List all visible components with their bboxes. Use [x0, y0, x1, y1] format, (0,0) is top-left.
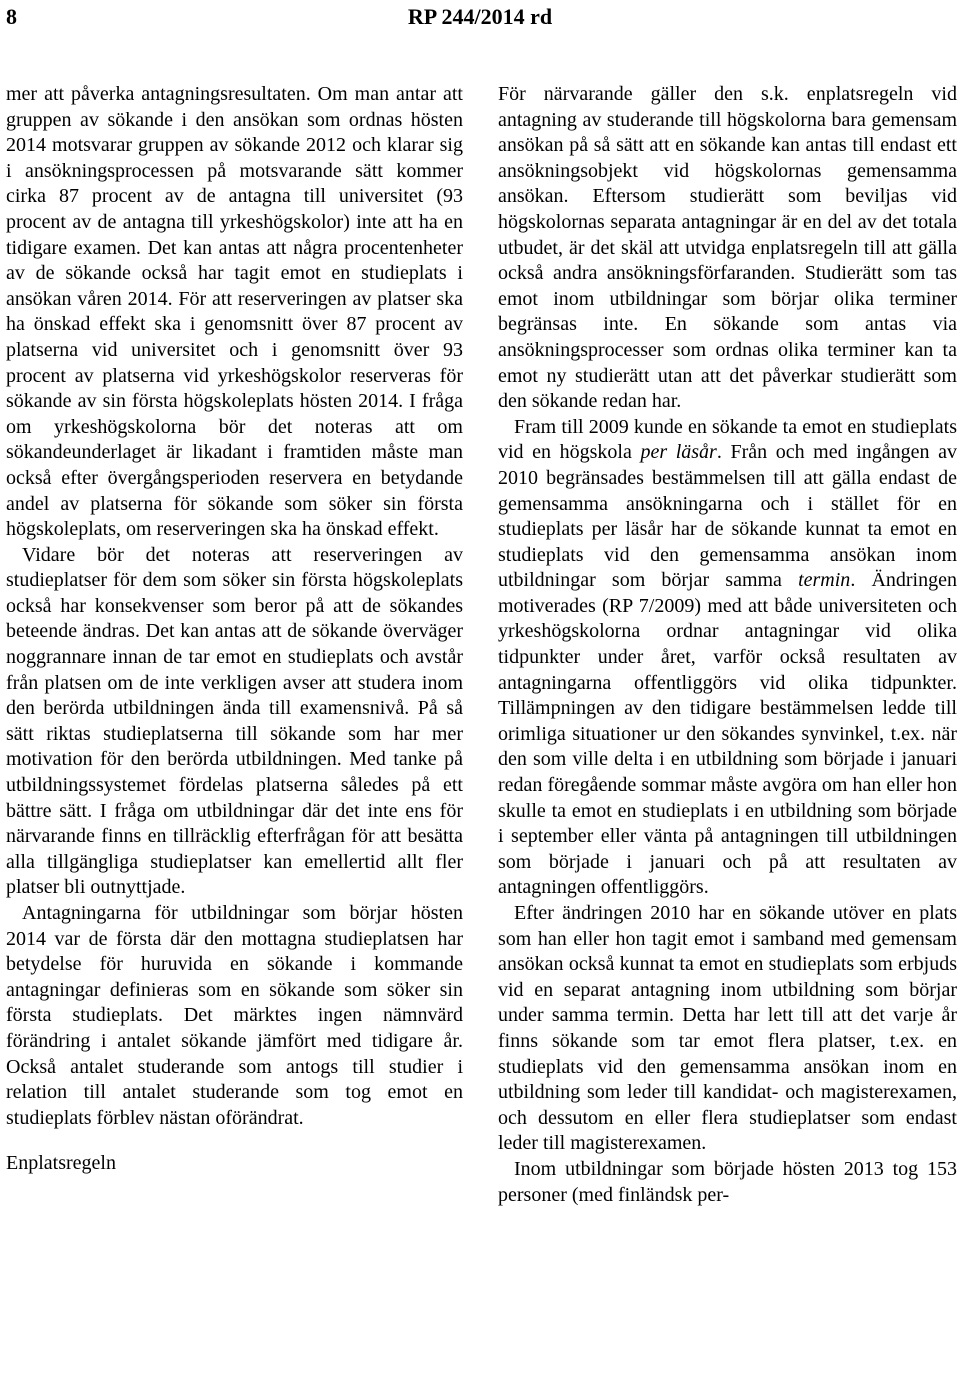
paragraph: Efter ändringen 2010 har en sökande utöver en plats som han eller hon tagit emot i samband med gemensam ansökan också kunnat ta emot en studieplats som erbjuds vid en separat antagning inom utbildning som börjar under samma termin. Detta har lett till att det varje år finns sökande som tar emot flera platser, t.ex. en studieplats vid den gemensamma ansökan inom en utbildning som leder till kandidat- och magisterexamen, och dessutom en eller flera studieplatser som endast leder till magisterexamen.	[498, 902, 957, 1155]
text-run: . Från och med ingången av 2010 begränsades bestämmelsen till att gälla endast de gemensamma ansökningarna och i stället för en studieplats per läsår har de sökande kunnat ta emot en studieplats vid den gemensamma ansökan inom utbildningar som börjar samma	[498, 441, 957, 592]
paragraph: För närvarande gäller den s.k. enplatsregeln vid antagning av studerande till högskolorna bara gemensam ansökan på så sätt att en sökande kan antas till endast ett ansökningsobjekt vid högskolornas gemensamma ansökan. Eftersom studierätt som beviljas vid högskolornas separata antagningar är en del av det totala utbudet, är det skäl att utvidga enplatsregeln till att gälla också andra ansökningsförfaranden. Studierätt som tas emot inom utbildningar som börjar olika terminer begränsas inte. En sökande som antas via ansökningsprocesser som ordnas olika terminer kan ta emot ny studierätt utan att det påverkar studierätt som den sökande redan har.	[498, 83, 957, 413]
page-number: 8	[6, 4, 17, 29]
emphasis: termin	[798, 569, 851, 592]
text-run: . Ändringen motiverades (RP 7/2009) med att både universiteten och yrkeshögskolorna ordnar antagningar vid olika tidpunkter under året, varför också resultaten av antagningarna offentliggörs vid olika tidpunkter. Tillämpningen av den tidigare bestämmelsen ledde till orimliga situationer ur den sökandes synvinkel, t.ex. när den som ville delta i en utbildning som började i januari redan föregående sommar måste avgöra om han eller hon skulle ta emot en studieplats i en utbildning som började i september eller vänta på antagningen till utbildningen som började i januari och på att resultaten av antagningen offentliggörs.	[498, 569, 957, 899]
paragraph	[498, 415, 957, 901]
right-column	[498, 82, 957, 1208]
left-column	[6, 82, 463, 1177]
paragraph: Inom utbildningar som började hösten 2013 tog 153 personer (med finländsk per-	[498, 1157, 957, 1206]
text-run: Fram till 2009 kunde en sökande ta emot en studieplats vid en högskola	[498, 415, 957, 464]
section-heading: Enplatsregeln	[6, 1152, 116, 1175]
emphasis: per läsår	[640, 441, 717, 464]
document-reference: RP 244/2014 rd	[407, 4, 553, 29]
paragraph: Antagningarna för utbildningar som börjar hösten 2014 var de första där den mottagna studieplatsen har betydelse för huruvida en sökande i kommande antagningar definieras som en sökande som söker sin första studieplats. Det märktes ingen nämnvärd förändring i antalet sökande jämfört med tidigare år. Också antalet studerande som antogs till studier i relation till antalet studerande som tog emot en studieplats förblev nästan oförändrat.	[6, 902, 463, 1129]
paragraph: mer att påverka antagningsresultaten. Om man antar att gruppen av sökande i den ansökan som ordnas hösten 2014 motsvarar gruppen av sökande 2012 och klarar sig i ansökningsprocessen på motsvarande sätt kommer cirka 87 procent av de antagna till universitet (93 procent av de antagna till yrkeshögskolor) inte att ha en tidigare examen. Det kan antas att några procentenheter av de sökande också har tagit emot en studieplats i ansökan våren 2014. För att reserveringen av platser ska ha önskad effekt ska i genomsnitt över 87 procent av platserna vid universitet och i genomsnitt över 93 procent av platserna vid yrkeshögskolor reserveras för sökande av sin första högskoleplats hösten 2014. I fråga om yrkeshögskolorna bör det noteras att om sökandeunderlaget är likadant i framtiden måste man också efter övergångsperioden reservera en betydande andel av platserna för sökande som söker sin första högskoleplats, om reserveringen ska ha önskad effekt.	[6, 83, 463, 541]
paragraph: Vidare bör det noteras att reserveringen av studieplatser för dem som söker sin första högskoleplats också har konsekvenser som beror på att de sökandes beteende ändras. Det kan antas att de sökande överväger noggrannare innan de tar emot en studieplats och avstår från platsen om de inte verkligen avser att studera inom den berörda utbildningen ända till examensnivå. På så sätt riktas studieplatserna till sökande som har mer motivation för den berörda utbildningen. Med tanke på utbildningssystemet fördelas platserna således på ett bättre sätt. I fråga om utbildningar där det inte ens för närvarande finns en tillräcklig efterfrågan för att besätta alla tillgängliga studieplatser kan emellertid allt fler platser bli outnyttjade.	[6, 543, 463, 899]
